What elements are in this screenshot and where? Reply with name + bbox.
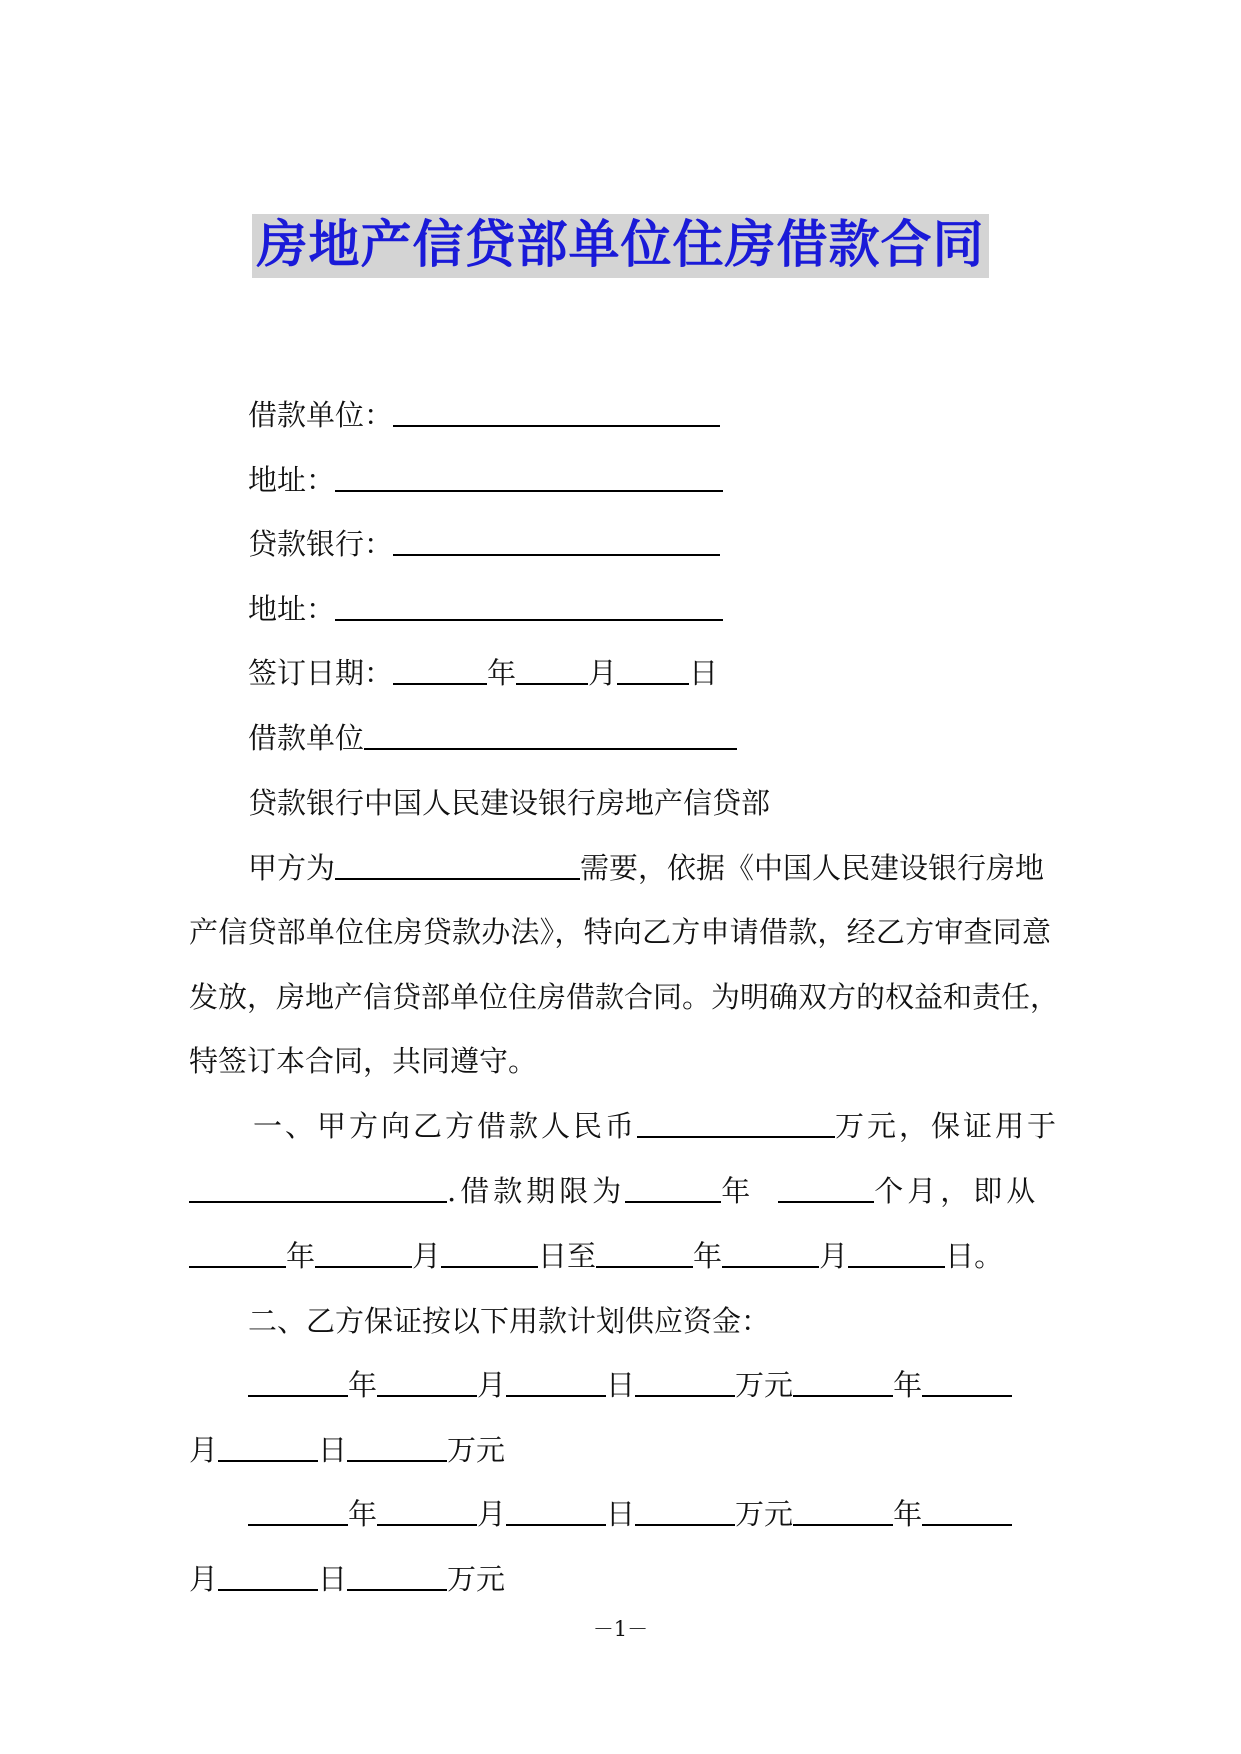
schedule-blank[interactable] [922, 1371, 1012, 1397]
schedule-blank[interactable] [218, 1565, 318, 1591]
document-title: 房地产信贷部单位住房借款合同 [252, 214, 988, 278]
intro-line-1 [248, 848, 1051, 888]
intro-line-4: 特签订本合同，共同遵守。 [189, 1044, 538, 1078]
sign-day-blank[interactable] [617, 659, 689, 685]
schedule-year: 年 [348, 1497, 378, 1531]
sign-date-label: 签订日期： [248, 656, 394, 690]
borrower-label-2: 借款单位 [248, 721, 365, 755]
schedule-amount-blank[interactable] [347, 1436, 447, 1462]
schedule-wan: 万元 [447, 1562, 506, 1596]
bank-line [248, 524, 720, 564]
schedule-blank[interactable] [922, 1500, 1012, 1526]
borrower-line-2 [248, 718, 737, 758]
end-day-blank[interactable] [848, 1242, 945, 1268]
schedule-blank[interactable] [377, 1500, 477, 1526]
clause1-k: 日。 [945, 1239, 1004, 1273]
schedule-wan: 万元 [447, 1433, 506, 1467]
start-month-blank[interactable] [315, 1242, 412, 1268]
address-label-2: 地址： [248, 592, 336, 626]
schedule-wan: 万元 [735, 1497, 794, 1531]
bank-address-blank[interactable] [335, 595, 723, 621]
bank-blank[interactable] [393, 530, 720, 556]
clause1-j: 月 [819, 1239, 849, 1273]
schedule-day: 日 [318, 1433, 348, 1467]
schedule-2-line-1 [248, 1494, 1012, 1534]
clause1-line-2 [189, 1171, 1039, 1211]
clause1-line-1 [253, 1106, 1059, 1146]
bank-name-text: 贷款银行中国人民建设银行房地产信贷部 [248, 786, 771, 820]
schedule-blank[interactable] [248, 1371, 348, 1397]
clause1-d: 年 [721, 1174, 755, 1208]
clause2-heading: 二、乙方保证按以下用款计划供应资金： [248, 1304, 771, 1338]
clause1-i: 年 [693, 1239, 723, 1273]
schedule-wan: 万元 [735, 1368, 794, 1402]
day-label: 日 [689, 656, 719, 690]
end-year-blank[interactable] [596, 1242, 693, 1268]
schedule-blank[interactable] [248, 1500, 348, 1526]
sign-year-blank[interactable] [393, 659, 487, 685]
loan-amount-blank[interactable] [637, 1112, 835, 1138]
clause1-line-3 [189, 1236, 1051, 1276]
schedule-month: 月 [477, 1497, 507, 1531]
schedule-amount-blank[interactable] [635, 1371, 735, 1397]
intro-suffix: 需要，依据《中国人民建设银行房地 [580, 851, 1045, 885]
loan-usage-blank[interactable] [189, 1177, 447, 1203]
end-month-blank[interactable] [722, 1242, 819, 1268]
year-label: 年 [487, 656, 517, 690]
clause1-b: 万元，保证用于 [835, 1109, 1060, 1143]
sign-date-line [248, 653, 718, 693]
clause1-f: 年 [286, 1239, 316, 1273]
start-year-blank[interactable] [189, 1242, 286, 1268]
borrower-blank-2[interactable] [364, 724, 737, 750]
borrower-address-blank[interactable] [335, 466, 723, 492]
schedule-blank[interactable] [793, 1371, 893, 1397]
schedule-year: 年 [348, 1368, 378, 1402]
schedule-amount-blank[interactable] [347, 1565, 447, 1591]
title-wrap [0, 214, 1241, 278]
page-number: －1－ [592, 1617, 649, 1641]
schedule-amount-blank[interactable] [635, 1500, 735, 1526]
bank-label: 贷款银行： [248, 527, 394, 561]
schedule-month: 月 [477, 1368, 507, 1402]
borrower-label: 借款单位： [248, 398, 394, 432]
borrower-line [248, 395, 720, 435]
schedule-day: 日 [318, 1562, 348, 1596]
bank-address-line [248, 589, 723, 629]
schedule-day: 日 [606, 1497, 636, 1531]
clause1-a: 一、甲方向乙方借款人民币 [253, 1109, 638, 1143]
schedule-1-line-2 [189, 1430, 1051, 1470]
sign-month-blank[interactable] [516, 659, 588, 685]
schedule-blank[interactable] [506, 1500, 606, 1526]
clause1-c: .借款期限为 [447, 1174, 626, 1208]
schedule-blank[interactable] [218, 1436, 318, 1462]
schedule-day: 日 [606, 1368, 636, 1402]
purpose-blank[interactable] [335, 854, 580, 880]
clause1-e: 个月，即从 [874, 1174, 1040, 1208]
intro-line-2: 产信贷部单位住房贷款办法》，特向乙方申请借款，经乙方审查同意 [189, 915, 1051, 949]
schedule-year: 年 [893, 1497, 923, 1531]
schedule-month: 月 [189, 1433, 219, 1467]
schedule-1-line-1 [248, 1365, 1012, 1405]
schedule-year: 年 [893, 1368, 923, 1402]
borrower-blank[interactable] [393, 401, 720, 427]
intro-prefix: 甲方为 [248, 851, 336, 885]
schedule-2-line-2 [189, 1559, 1051, 1599]
borrower-address-line [248, 460, 723, 500]
clause1-g: 月 [412, 1239, 442, 1273]
start-day-blank[interactable] [441, 1242, 538, 1268]
schedule-blank[interactable] [793, 1500, 893, 1526]
schedule-blank[interactable] [506, 1371, 606, 1397]
address-label: 地址： [248, 463, 336, 497]
term-years-blank[interactable] [625, 1177, 721, 1203]
intro-line-3: 发放，房地产信贷部单位住房借款合同。为明确双方的权益和责任， [189, 980, 1060, 1014]
term-months-blank[interactable] [778, 1177, 874, 1203]
month-label: 月 [588, 656, 618, 690]
bank-name-line [248, 783, 770, 823]
clause1-h: 日至 [538, 1239, 597, 1273]
schedule-month: 月 [189, 1562, 219, 1596]
schedule-blank[interactable] [377, 1371, 477, 1397]
